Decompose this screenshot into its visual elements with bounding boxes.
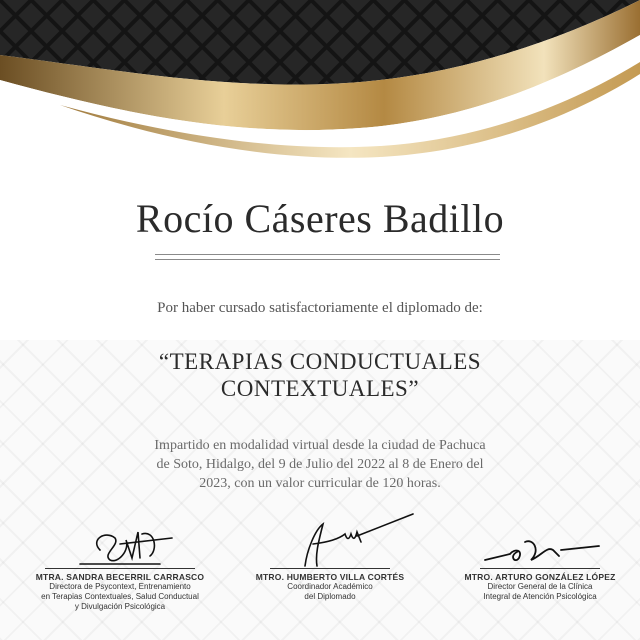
signatory-role-1-line-2: en Terapias Contextuales, Salud Conductual bbox=[41, 592, 199, 601]
intro-text: Por haber cursado satisfactoriamente el diplomado de: bbox=[157, 300, 483, 316]
signature-block-1 bbox=[30, 520, 210, 612]
signatory-role-1-line-1: Directora de Psycontext, Entrenamiento bbox=[49, 582, 191, 591]
signatory-role-1-line-3: y Divulgación Psicológica bbox=[74, 602, 166, 611]
signature-line-2 bbox=[270, 568, 390, 569]
signature-scribble-2 bbox=[245, 510, 415, 568]
details-line-2: de Soto, Hidalgo, del 9 de Julio del 2022 al 8 de Enero del bbox=[156, 457, 484, 472]
course-details bbox=[140, 436, 500, 493]
name-underline-top bbox=[155, 254, 500, 255]
course-title-line-1: “TERAPIAS CONDUCTUALES bbox=[158, 349, 482, 374]
recipient-name: Rocío Cáseres Badillo bbox=[135, 196, 505, 241]
signature-scribble-1 bbox=[60, 520, 180, 568]
signature-scribble-3 bbox=[475, 520, 605, 568]
signatory-role-3-line-1: Director General de la Clínica bbox=[487, 582, 593, 591]
signatory-role-3-line-2: Integral de Atención Psicológica bbox=[483, 592, 597, 601]
signatory-role-2-line-1: Coordinador Académico bbox=[287, 582, 373, 591]
signature-line-1 bbox=[45, 568, 195, 569]
signatory-name-1: MTRA. SANDRA BECERRIL CARRASCO bbox=[35, 572, 205, 582]
name-underline-bottom bbox=[155, 259, 500, 260]
signatory-role-2-line-2: del Diplomado bbox=[304, 592, 356, 601]
course-title-line-2: CONTEXTUALES” bbox=[220, 376, 420, 401]
details-line-3: 2023, con un valor curricular de 120 horas. bbox=[199, 476, 441, 491]
signatory-name-3: MTRO. ARTURO GONZÁLEZ LÓPEZ bbox=[464, 572, 616, 582]
signatory-name-2: MTRO. HUMBERTO VILLA CORTÉS bbox=[255, 572, 405, 582]
signature-block-3 bbox=[450, 520, 630, 602]
signature-line-3 bbox=[480, 568, 600, 569]
header-decoration bbox=[0, 0, 640, 170]
signature-block-2 bbox=[240, 520, 420, 602]
course-title bbox=[0, 348, 640, 402]
details-line-1: Impartido en modalidad virtual desde la ciudad de Pachuca bbox=[154, 438, 486, 453]
